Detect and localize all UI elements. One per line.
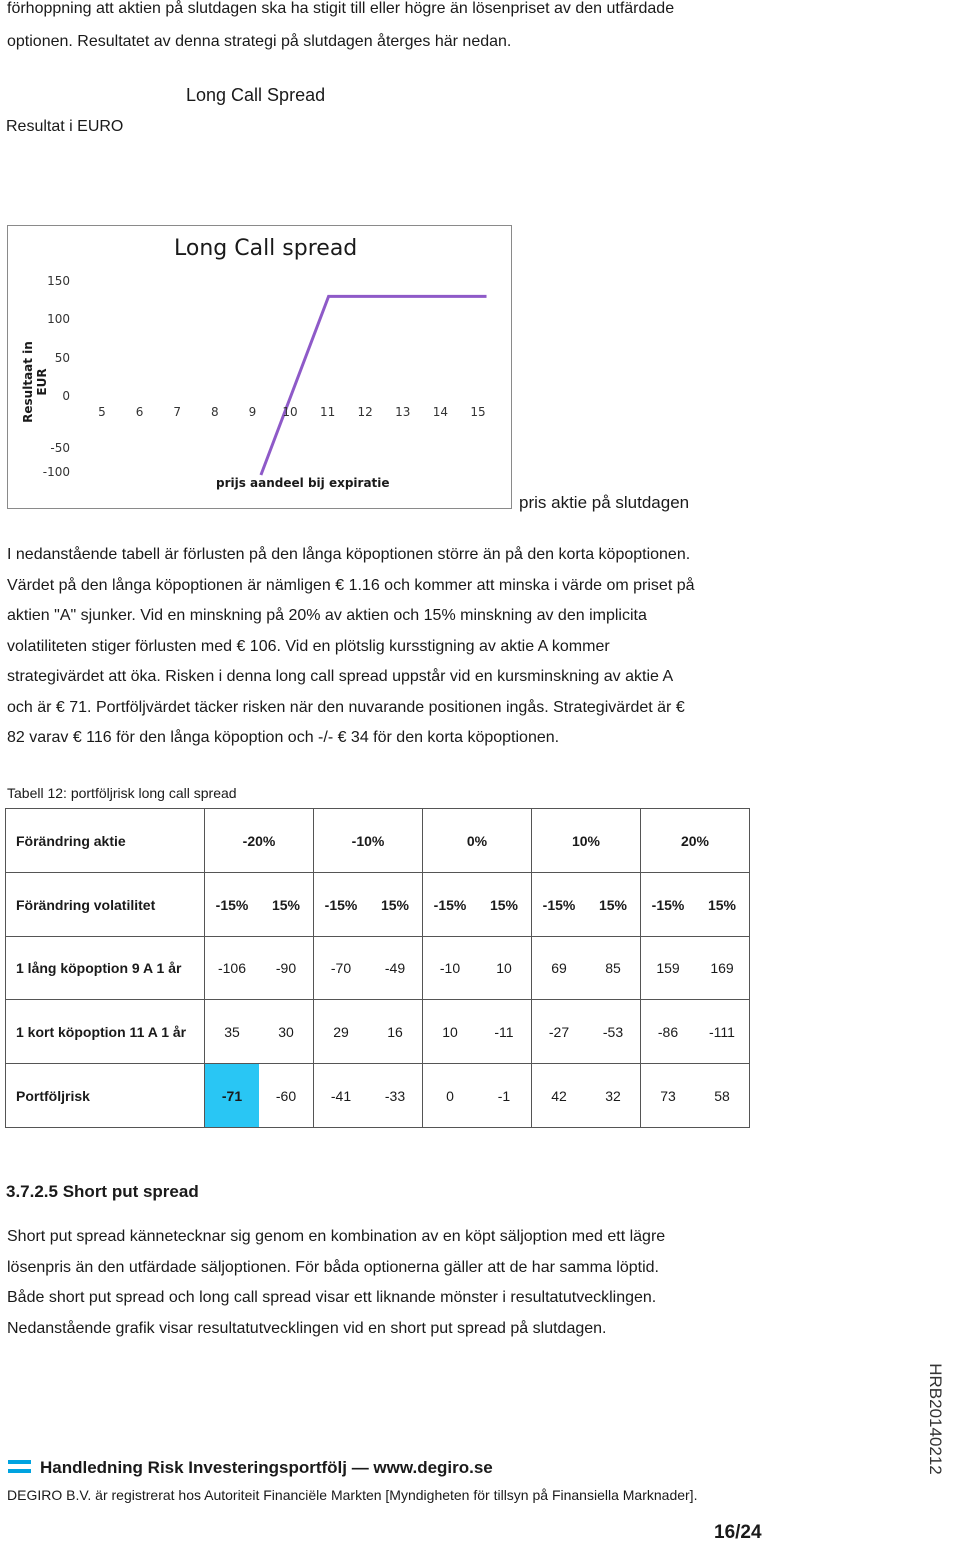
vol-cell: -15% (215, 896, 249, 913)
value-cell: -41 (330, 1087, 352, 1104)
body-line-1: I nedanstående tabell är förlusten på den långa köpoptionen större än på den korta köpoptionen. (7, 546, 691, 563)
table-row-portfolio-risk (6, 1064, 750, 1128)
y-tick-label: 0 (62, 389, 70, 403)
x-tick-label: 9 (248, 405, 257, 419)
vol-cell: -15% (651, 896, 685, 913)
chart-x-label: prijs aandeel bij expiratie (216, 476, 390, 490)
value-cell: 10 (442, 1023, 458, 1040)
x-tick-label: 14 (432, 405, 449, 419)
footer-title: Handledning Risk Investeringsportfölj — www.degiro.se (40, 1458, 493, 1477)
body-line-5: strategivärdet att öka. Risken i denna long call spread uppstår vid en kursminskning av aktie A (7, 668, 674, 685)
x-tick-label: 6 (135, 405, 144, 419)
chart-plot (8, 226, 511, 508)
value-cell: 42 (551, 1087, 567, 1104)
chart-title: Long Call spread (174, 236, 358, 261)
vol-cell: 15% (707, 896, 737, 913)
value-cell: 85 (605, 960, 621, 976)
x-tick-label: 11 (319, 405, 336, 419)
section-line-3: Både short put spread och long call spread visar ett liknande mönster i resultatutvecklingen. (7, 1289, 657, 1306)
value-cell: 159 (656, 960, 680, 976)
y-tick-label: 150 (47, 273, 70, 288)
change-cell: 20% (641, 809, 750, 873)
section-heading: 3.7.2.5 Short put spread (6, 1182, 199, 1201)
value-cell: 0 (446, 1087, 454, 1104)
x-tick-label: 7 (173, 405, 181, 419)
intro-line-1: förhoppning att aktien på slutdagen ska ha stigit till eller högre än lösenpriset av den utfärdade (7, 0, 675, 17)
portfolio-risk-table (5, 808, 750, 1128)
value-cell: -90 (275, 960, 297, 976)
doc-code: HRB20140212 (926, 1363, 945, 1475)
degiro-logo-icon (8, 1459, 31, 1475)
vol-cell: -15% (433, 896, 467, 913)
long-call-spread-chart (7, 225, 512, 509)
chart-y-label: Resultaat in EUR (21, 341, 49, 423)
value-cell: 58 (714, 1087, 730, 1104)
body-line-6: och är € 71. Portföljvärdet täcker risken när den nuvarande positionen ingås. Strategivärdet är € (7, 699, 685, 716)
value-cell: -27 (548, 1023, 570, 1040)
x-tick-label: 13 (395, 405, 411, 419)
value-cell: 32 (605, 1087, 621, 1104)
table-row-short-call (6, 1000, 750, 1064)
change-cell: 10% (532, 809, 641, 873)
value-cell: 73 (660, 1087, 676, 1104)
figure-x-caption: pris aktie på slutdagen (519, 493, 690, 512)
y-tick-label: -100 (42, 465, 70, 479)
body-line-7: 82 varav € 116 för den långa köpoption och -/- € 34 för den korta köpoptionen. (7, 729, 560, 746)
x-tick-label: 5 (98, 405, 106, 419)
section-line-1: Short put spread kännetecknar sig genom en kombination av en köpt säljoption med ett lägre (7, 1228, 666, 1245)
intro-line-2: optionen. Resultatet av denna strategi på slutdagen återges här nedan. (7, 33, 512, 50)
value-cell: -60 (275, 1087, 297, 1104)
x-tick-label: 15 (470, 405, 486, 419)
value-cell: -1 (497, 1087, 511, 1104)
row-label-volatility: Förändring volatilitet (6, 873, 205, 937)
y-tick-label: -50 (50, 440, 70, 455)
value-cell: 30 (278, 1023, 294, 1040)
x-tick-label: 8 (210, 405, 219, 419)
value-cell: -86 (657, 1023, 679, 1040)
y-tick-label: 100 (47, 312, 70, 326)
table-row-volatility (6, 873, 750, 937)
value-cell: -33 (384, 1087, 406, 1104)
table-row-long-call (6, 937, 750, 1000)
vol-cell: 15% (380, 896, 410, 913)
table-row-change (6, 809, 750, 873)
payoff-line (261, 296, 487, 475)
x-tick-label: 12 (357, 405, 373, 419)
value-cell: 69 (551, 960, 567, 976)
body-line-4: volatiliteten stiger förlusten med € 106. Vid en plötslig kursstigning av aktie A kommer (7, 638, 610, 655)
body-line-2: Värdet på den långa köpoptionen är nämligen € 1.16 och kommer att minska i värde om priset på (7, 577, 695, 594)
value-cell: 10 (496, 960, 512, 976)
row-label-long-call: 1 lång köpoption 9 A 1 år (6, 937, 205, 1000)
body-line-3: aktien "A" sjunker. Vid en minskning på 20% av aktien och 15% minskning av den implicita (7, 607, 647, 624)
value-cell: -11 (494, 1023, 514, 1040)
x-tick-label: 10 (282, 405, 298, 419)
table-caption: Tabell 12: portföljrisk long call spread (7, 785, 237, 801)
section-line-4: Nedanstående grafik visar resultatutvecklingen vid en short put spread på slutdagen. (7, 1320, 607, 1337)
change-cell: -10% (314, 809, 423, 873)
y-tick-label: 50 (54, 350, 70, 365)
value-cell: -70 (330, 960, 352, 976)
value-cell: 35 (224, 1023, 240, 1040)
vol-cell: -15% (324, 896, 358, 913)
page-number: 16/24 (714, 1522, 762, 1543)
change-cell: 0% (423, 809, 532, 873)
vol-cell: -15% (542, 896, 576, 913)
value-cell: -10 (439, 960, 461, 976)
value-cell: -106 (217, 960, 247, 976)
vol-cell: 15% (271, 896, 301, 913)
value-cell: 16 (387, 1023, 403, 1040)
row-label-portfolio-risk: Portföljrisk (6, 1064, 205, 1128)
figure-y-caption: Resultat i EURO (6, 118, 124, 135)
vol-cell: 15% (598, 896, 628, 913)
row-label-short-call: 1 kort köpoption 11 A 1 år (6, 1000, 205, 1064)
value-cell-highlighted: -71 (205, 1064, 259, 1127)
figure-title: Long Call Spread (186, 85, 326, 105)
value-cell: -49 (384, 960, 406, 976)
value-cell: -53 (602, 1023, 624, 1040)
vol-cell: 15% (489, 896, 519, 913)
value-cell: 29 (333, 1023, 349, 1040)
footer-legal: DEGIRO B.V. är registrerat hos Autoriteit Financiële Markten [Myndigheten för tillsyn på Finansiella Marknader]. (7, 1487, 698, 1503)
row-label-change: Förändring aktie (6, 809, 205, 873)
section-line-2: lösenpris än den utfärdade säljoptionen. För båda optionerna gäller att de har samma löptid. (7, 1259, 659, 1276)
change-cell: -20% (205, 809, 314, 873)
value-cell: 169 (710, 960, 734, 976)
value-cell: -111 (709, 1023, 735, 1040)
